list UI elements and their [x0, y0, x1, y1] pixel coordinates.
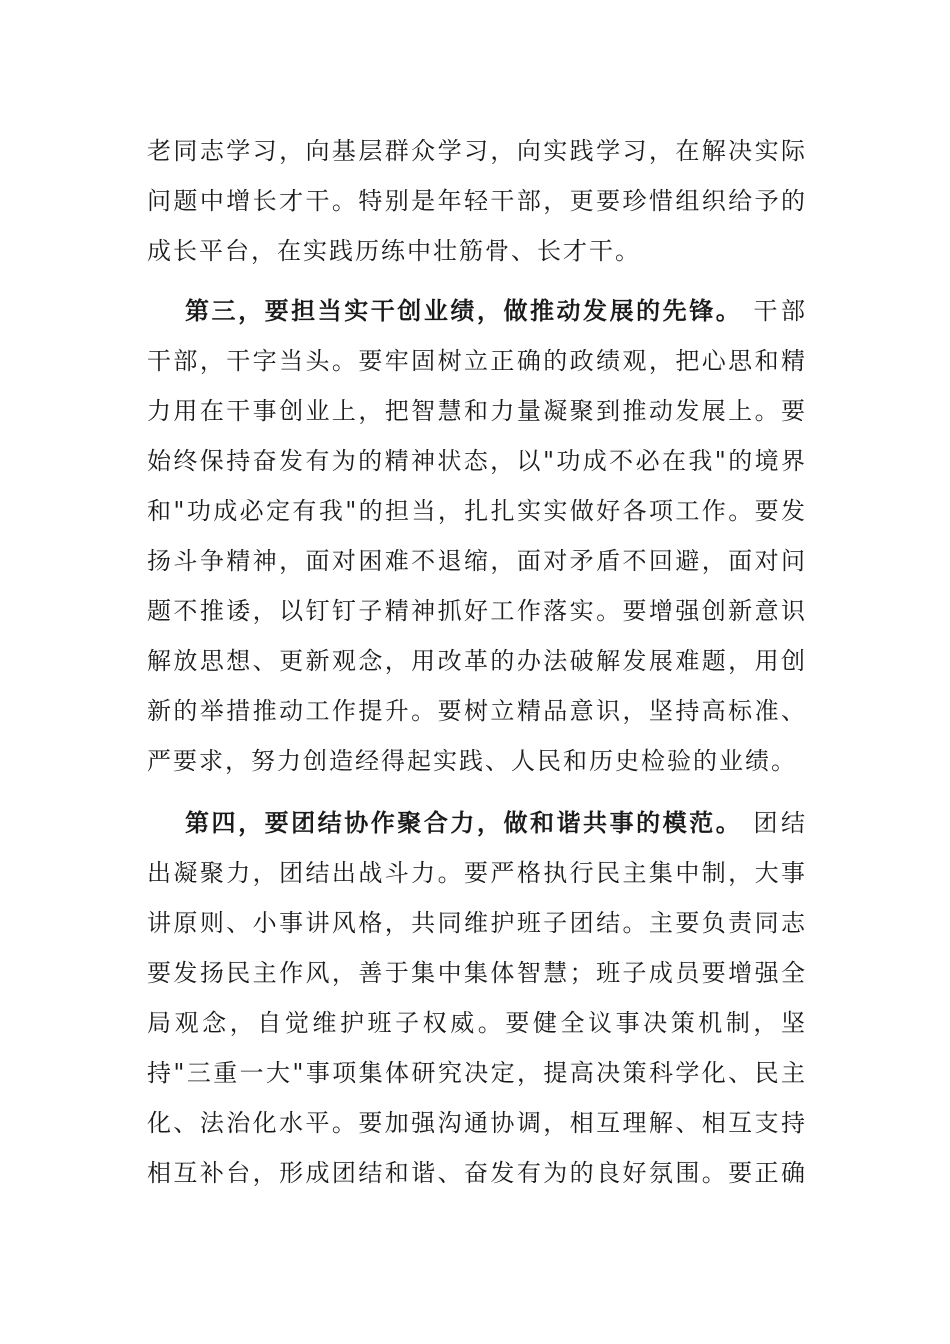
paragraph-heading: 第四，要团结协作聚合力，做和谐共事的模范。 [185, 809, 743, 837]
text-fragment: 团结 [742, 809, 808, 837]
text-line: 力用在干事创业上，把智慧和力量凝聚到推动发展上。要 [147, 397, 807, 425]
text-line: 化、法治化水平。要加强沟通协调，相互理解、相互支持 [147, 1109, 807, 1137]
text-line: 要发扬民主作风，善于集中集体智慧；班子成员要增强全 [147, 959, 807, 987]
text-line: 扬斗争精神，面对困难不退缩，面对矛盾不回避，面对问 [147, 547, 807, 575]
text-fragment: 干部 [742, 297, 808, 325]
text-line: 题不推诿，以钉钉子精神抓好工作落实。要增强创新意识 [147, 597, 807, 625]
text-line: 解放思想、更新观念，用改革的办法破解发展难题，用创 [147, 647, 807, 675]
text-line: 成长平台，在实践历练中壮筋骨、长才干。 [147, 237, 641, 265]
text-line: 问题中增长才干。特别是年轻干部，更要珍惜组织给予的 [147, 187, 807, 215]
text-line: 局观念，自觉维护班子权威。要健全议事决策机制，坚 [147, 1009, 807, 1037]
text-line: 出凝聚力，团结出战斗力。要严格执行民主集中制，大事 [147, 859, 807, 887]
text-line: 和"功成必定有我"的担当，扎扎实实做好各项工作。要发 [147, 497, 807, 525]
paragraph-lead-line [147, 291, 807, 331]
paragraph-heading: 第三，要担当实干创业绩，做推动发展的先锋。 [185, 297, 743, 325]
text-line: 干部，干字当头。要牢固树立正确的政绩观，把心思和精 [147, 347, 807, 375]
text-line: 严要求，努力创造经得起实践、人民和历史检验的业绩。 [147, 747, 797, 775]
text-line: 始终保持奋发有为的精神状态，以"功成不必在我"的境界 [147, 447, 807, 475]
paragraph-lead-line [147, 803, 807, 843]
text-line: 相互补台，形成团结和谐、奋发有为的良好氛围。要正确 [147, 1159, 807, 1187]
text-line: 讲原则、小事讲风格，共同维护班子团结。主要负责同志 [147, 909, 807, 937]
text-line: 持"三重一大"事项集体研究决定，提高决策科学化、民主 [147, 1059, 807, 1087]
text-line: 新的举措推动工作提升。要树立精品意识，坚持高标准、 [147, 697, 807, 725]
text-line: 老同志学习，向基层群众学习，向实践学习，在解决实际 [147, 137, 807, 165]
